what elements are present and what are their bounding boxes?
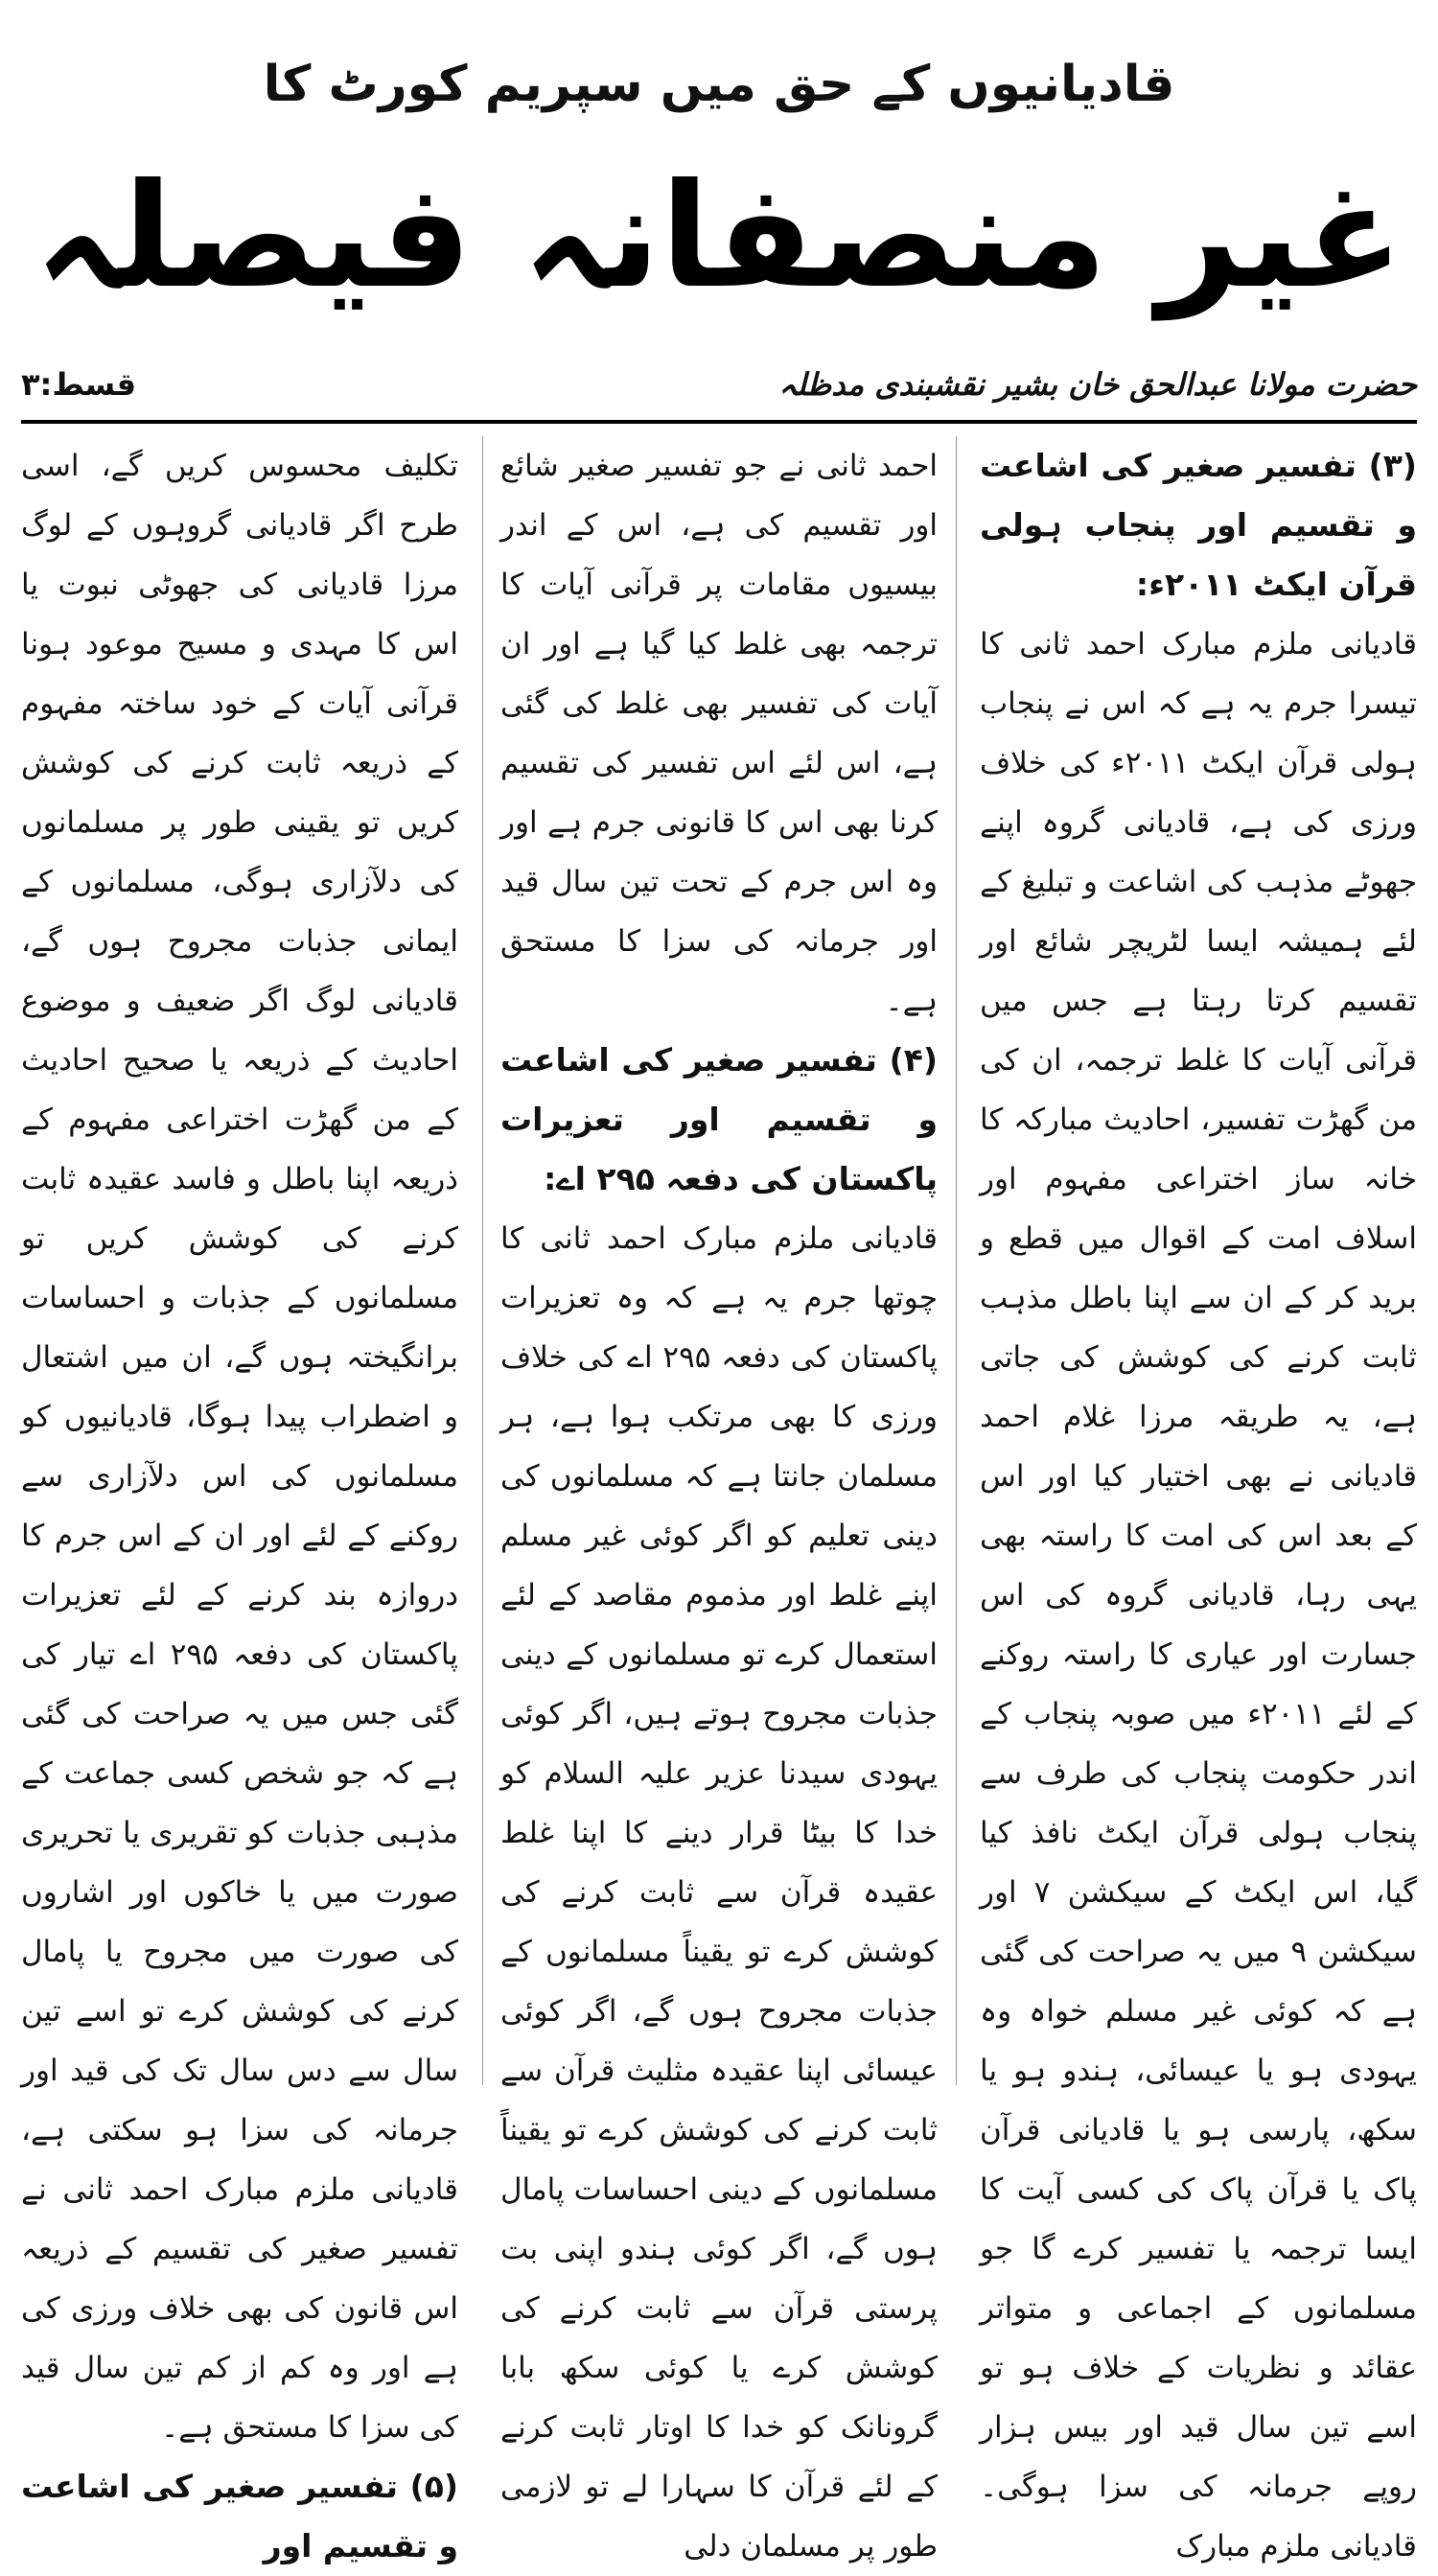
column-2 [500, 436, 939, 2564]
episode-label: قسط:۳ [21, 366, 137, 403]
headline-kicker: قادیانیوں کے حق میں سپریم کورٹ کا [263, 56, 1175, 113]
article-columns [21, 436, 1417, 2564]
author-byline: حضرت مولانا عبدالحق خان بشیر نقشبندی مدظلہ [778, 366, 1417, 403]
section-heading: (۵) تفسیر صغیر کی اشاعت و تقسیم اور [21, 2468, 458, 2564]
column-1 [980, 436, 1417, 2564]
column-text: قادیانی ملزم مبارک احمد ثانی کا چوتھا جرم یہ ہے کہ وہ تعزیرات پاکستان کی دفعہ ۲۹۵ اے کی خلاف ورزی کا بھی مرتکب ہوا ہے، ہر مسلمان جانتا ہے کہ مسلمانوں کی دینی تعلیم کو اگر کوئی غیر مسلم اپنے غلط اور مذموم مقاصد کے لئے استعمال کرے تو مسلمانوں کے دینی جذبات مجروح ہوتے ہیں، اگر کوئی یہودی سیدنا عزیر علیہ السلام کو خدا کا بیٹا قرار دینے کا اپنا غلط عقیدہ قرآن سے ثابت کرنے کی کوشش کرے تو یقیناً مسلمانوں کے جذبات مجروح ہوں گے، اگر کوئی عیسائی اپنا عقیدہ مثلیث قرآن سے ثابت کرنے کی کوشش کرے تو یقیناً مسلمانوں کے دینی احساسات پامال ہوں گے، اگر کوئی ہندو اپنی بت پرستی قرآن سے ثابت کرنے کی کوشش کرے یا کوئی سکھ بابا گرونانک کو خدا کا اوتار ثابت کرنے کے لئے قرآن کا سہارا لے تو لازمی طور پر مسلمان دلی [500, 1221, 939, 2564]
byline-row [21, 366, 1417, 414]
header-rule [21, 420, 1417, 424]
column-text: قادیانی ملزم مبارک احمد ثانی کا تیسرا جرم یہ ہے کہ اس نے پنجاب ہولی قرآن ایکٹ ۲۰۱۱ء کی خلاف ورزی کی ہے، قادیانی گروہ اپنے جھوٹے مذہب کی اشاعت و تبلیغ کے لئے ہمیشہ ایسا لٹریچر شائع اور تقسیم کرتا رہتا ہے جس میں قرآنی آیات کا غلط ترجمہ، ان کی من گھڑت تفسیر، احادیث مبارکہ کا خانہ ساز اختراعی مفہوم اور اسلاف امت کے اقوال میں قطع و برید کر کے ان سے اپنا باطل مذہب ثابت کرنے کی کوشش کی جاتی ہے، یہ طریقہ مرزا غلام احمد قادیانی نے بھی اختیار کیا اور اس کے بعد اس کی امت کا راستہ بھی یہی رہا، قادیانی گروہ کی اس جسارت اور عیاری کا راستہ روکنے کے لئے ۲۰۱۱ء میں صوبہ پنجاب کے اندر حکومت پنجاب کی طرف سے پنجاب ہولی قرآن ایکٹ نافذ کیا گیا، اس ایکٹ کے سیکشن ۷ اور سیکشن ۹ میں یہ صراحت کی گئی ہے کہ کوئی غیر مسلم خواہ وہ یہودی ہو یا عیسائی، ہندو ہو یا سکھ، پارسی ہو یا قادیانی قرآن پاک یا قرآن پاک کی کسی آیت کا ایسا ترجمہ یا تفسیر کرے گا جو مسلمانوں کے اجماعی و متواتر عقائد و نظریات کے خلاف ہو تو اسے تین سال قید اور بیس ہزار روپے جرمانہ کی سزا ہوگی۔ قادیانی ملزم مبارک [980, 627, 1417, 2564]
section-heading: (۴) تفسیر صغیر کی اشاعت و تقسیم اور تعزیرات پاکستان کی دفعہ ۲۹۵ اے: [500, 1041, 938, 1197]
headline-main: غیر منصفانہ فیصلہ [34, 153, 1404, 320]
section-heading: (۳) تفسیر صغیر کی اشاعت و تقسیم اور پنجاب ہولی قرآن ایکٹ ۲۰۱۱ء: [980, 447, 1417, 603]
column-3 [21, 436, 458, 2564]
column-text: تکلیف محسوس کریں گے، اسی طرح اگر قادیانی گروہوں کے لوگ مرزا قادیانی کی جھوٹی نبوت یا اس کا مہدی و مسیح موعود ہونا قرآنی آیات کے خود ساختہ مفہوم کے ذریعہ ثابت کرنے کی کوشش کریں تو یقینی طور پر مسلمانوں کی دلآزاری ہوگی، مسلمانوں کے ایمانی جذبات مجروح ہوں گے، قادیانی لوگ اگر ضعیف و موضوع احادیث کے ذریعہ یا صحیح احادیث کے من گھڑت اختراعی مفہوم کے ذریعہ اپنا باطل و فاسد عقیدہ ثابت کرنے کی کوشش کریں تو مسلمانوں کے جذبات و احساسات برانگیختہ ہوں گے، ان میں اشتعال و اضطراب پیدا ہوگا، قادیانیوں کو مسلمانوں کی اس دلآزاری سے روکنے کے لئے اور ان کے اس جرم کا دروازہ بند کرنے کے لئے تعزیرات پاکستان کی دفعہ ۲۹۵ اے تیار کی گئی جس میں یہ صراحت کی گئی ہے کہ جو شخص کسی جماعت کے مذہبی جذبات کو تقریری یا تحریری صورت میں یا خاکوں اور اشاروں کی صورت میں مجروح یا پامال کرنے کی کوشش کرے تو اسے تین سال سے دس سال تک کی قید اور جرمانہ کی سزا ہو سکتی ہے، قادیانی ملزم مبارک احمد ثانی نے تفسیر صغیر کی تقسیم کے ذریعہ اس قانون کی بھی خلاف ورزی کی ہے اور وہ کم از کم تین سال قید کی سزا کا مستحق ہے۔ [21, 449, 458, 2445]
column-text: احمد ثانی نے جو تفسیر صغیر شائع اور تقسیم کی ہے، اس کے اندر بیسیوں مقامات پر قرآنی آیات کا ترجمہ بھی غلط کیا گیا ہے اور ان آیات کی تفسیر بھی غلط کی گئی ہے، اس لئے اس تفسیر کی تقسیم کرنا بھی اس کا قانونی جرم ہے اور وہ اس جرم کے تحت تین سال قید اور جرمانہ کی سزا کا مستحق ہے۔ [500, 449, 938, 1018]
